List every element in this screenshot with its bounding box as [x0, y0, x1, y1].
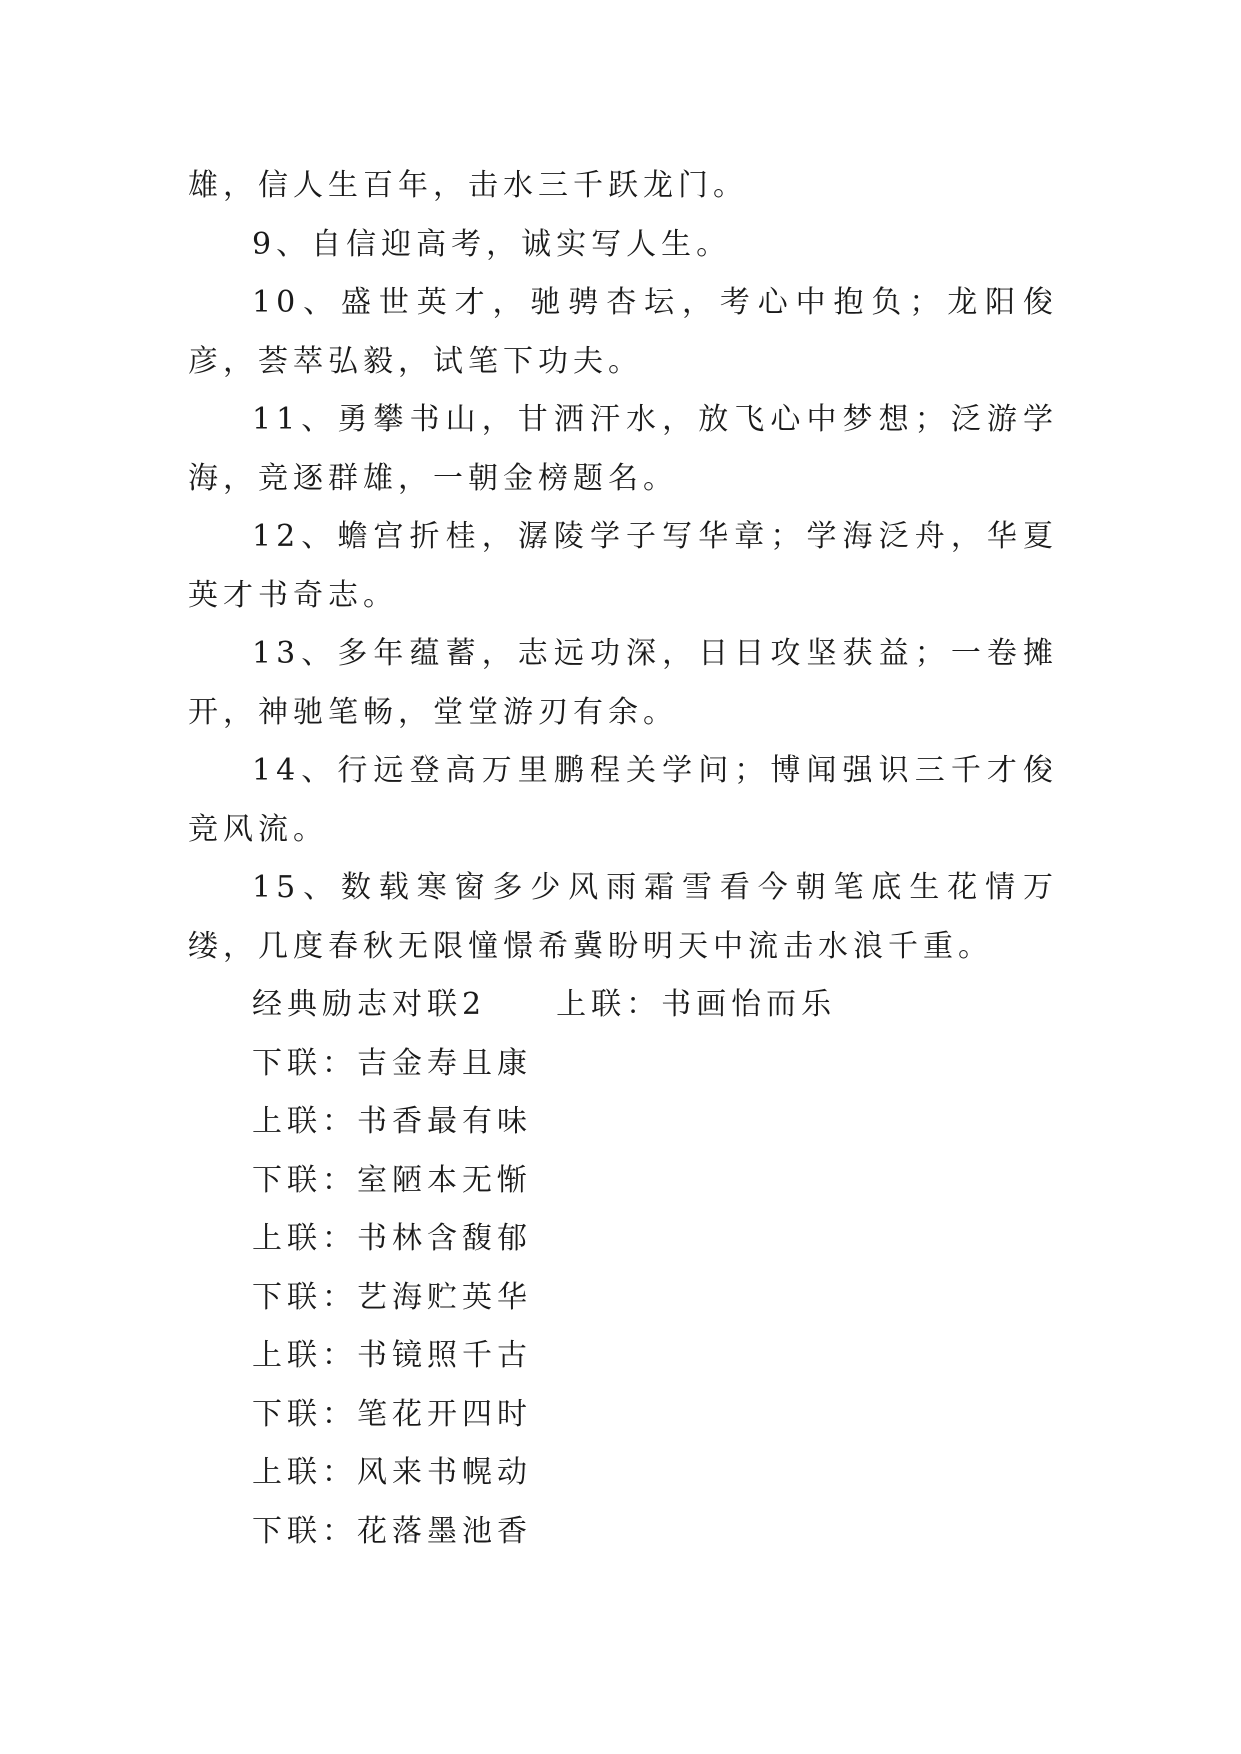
paragraph-item-10: 10、盛世英才，驰骋杏坛，考心中抱负；龙阳俊彦，荟萃弘毅，试笔下功夫。 [188, 285, 1058, 379]
paragraph-item-11: 11、勇攀书山，甘洒汗水，放飞心中梦想；泛游学海，竞逐群雄，一朝金榜题名。 [188, 402, 1058, 496]
couplet-line: 上联：书香最有味 [252, 1104, 532, 1139]
couplet-heading-line: 经典励志对联2 上联：书画怡而乐 [252, 987, 837, 1022]
paragraph-continuation: 雄，信人生百年，击水三千跃龙门。 [188, 168, 748, 203]
paragraph-item-14: 14、行远登高万里鹏程关学问；博闻强识三千才俊竞风流。 [188, 753, 1058, 847]
paragraph-item-9: 9、自信迎高考，诚实写人生。 [252, 226, 732, 262]
paragraph-item-15: 15、数载寒窗多少风雨霜雪看今朝笔底生花情万缕，几度春秋无限憧憬希冀盼明天中流击水浪千重。 [188, 870, 1058, 964]
couplet-line: 上联：书林含馥郁 [252, 1221, 532, 1256]
couplet-line: 上联：书镜照千古 [252, 1338, 532, 1373]
paragraph-item-13: 13、多年蕴蓄，志远功深，日日攻坚获益；一卷摊开，神驰笔畅，堂堂游刃有余。 [188, 636, 1058, 730]
couplet-line: 上联：风来书幌动 [252, 1455, 532, 1490]
paragraph-item-12: 12、蟾宫折桂，潺陵学子写华章；学海泛舟，华夏英才书奇志。 [188, 519, 1058, 613]
couplet-line: 下联：笔花开四时 [252, 1396, 532, 1432]
couplet-line: 下联：室陋本无惭 [252, 1162, 532, 1198]
couplet-line: 下联：艺海贮英华 [252, 1279, 532, 1315]
couplet-line: 下联：吉金寿且康 [252, 1045, 532, 1081]
document-body [188, 157, 1058, 1561]
couplet-line: 下联：花落墨池香 [252, 1513, 532, 1549]
